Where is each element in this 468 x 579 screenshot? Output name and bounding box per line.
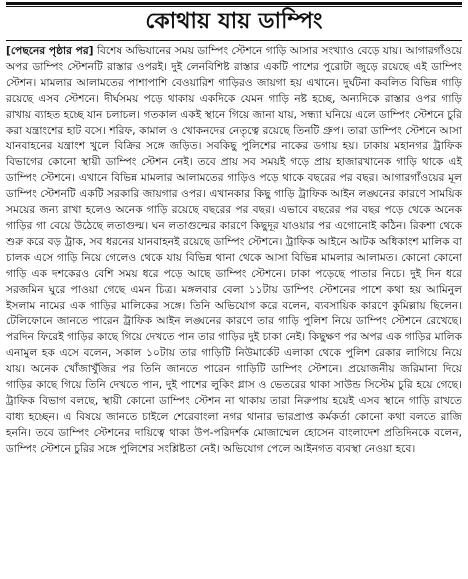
- headline-container: [4, 7, 464, 39]
- article-paragraph-text: বিশেষ অভিযানের সময় ডাম্পিং স্টেশনে গাড়ি আসার সংখ্যাও বেড়ে যায়। আগারগাঁওয়ে অপর ডাম্পিং স্টেশনটি রাস্তার ওপরই। দুই লেনবিশিষ্ট রাস্তার একটি পাশের পুরোটা জুড়ে রয়েছে এই ডাম্পিং স্টেশন। মামলার আলামতের পাশাপাশি বেওয়ারিশ গাড়িরও জায়গা হয় এখানে। দুর্ঘটনা কবলিত বিভিন্ন গাড়ি রয়েছে এসব স্টেশনে। দীর্ঘসময় পড়ে থাকায় একদিকে যেমন গাড়ি নষ্ট হচ্ছে, অন্যদিকে রাস্তার ওপর গাড়ি রাখায় ব্যাহত হচ্ছে যান চলাচল। গতকাল একই স্থানে গিয়ে জানা যায়, সন্ধ্যা ঘনিয়ে এলে ডাম্পিং স্টেশনে চুরি করা যন্ত্রাংশের হাট বসে। শরিফ, কামাল ও খোকনদের নেতৃত্বে রয়েছে তিনটি গ্রুপ। তারা ডাম্পিং স্টেশনে আসা যানবাহনের যন্ত্রাংশ খুলে বিক্রির সঙ্গে জড়িত। সবকিছু পুলিশের নাকের ডগায় হয়। ঢাকায় মহানগর ট্রাফিক বিভাগের কোনো স্থায়ী ডাম্পিং স্টেশন নেই। তবে প্রায় সব সময়ই গড়ে প্রায় হাজারখানেক গাড়ি থাকে এই ডাম্পিং স্টেশনে। এখানে বিভিন্ন মামলার আলামতের গাড়িও পড়ে থাকে বছরের পর বছর। আগারগাঁওয়ের মূল ডাম্পিং স্টেশনটি একটি সরকারি জায়গার ওপর। এখানকার কিছু গাড়ি ট্রাফিক আইন লঙ্ঘনের কারণে সাময়িক সময়ের জন্য রাখা হলেও অনেক গাড়ি রয়েছে বছরের পর বছর। এভাবে বছরের পর বছর পড়ে থেকে অনেক গাড়ির গা বেয়ে উঠেছে লতাগুল্ম। ঘন লতাগুল্মের কারণে কিছুদূর যাওয়ার পর এগোনোই কঠিন। রিকশা থেকে শুরু করে বড় ট্রাক, সব ধরনের যানবাহনই রয়েছে ডাম্পিং স্টেশনে। ট্রাফিক আইনে আটক অধিকাংশ মালিক বা চালক এসে গাড়ি নিয়ে গেলেও থেকে যায় বিভিন্ন থানা থেকে আসা বিভিন্ন মামলার আলামত। কোনো কোনো গাড়ি এক দশকেরও বেশি সময় ধরে পড়ে আছে ডাম্পিং স্টেশনে। ঢাকা পড়েছে পাতার নিচে। দুই দিন ধরে সরজমিন ঘুরে পাওয়া গেছে এমন চিত্র। মঙ্গলবার বেলা ১১টায় ডাম্পিং স্টেশনের পাশে কথা হয় আমিনুল ইসলাম নামের এক গাড়ির মালিকের সঙ্গে। তিনি অভিযোগ করে বলেন, ব্যবসায়িক কারণে কুমিল্লায় ছিলেন। টেলিফোনে জানতে পারেন ট্রাফিক আইন লঙ্ঘনের কারণে তার গাড়ি পুলিশ নিয়ে ডাম্পিং স্টেশনে রেখেছে। পরদিন ফিরেই গাড়ির কাছে গিয়ে দেখতে পান তার গাড়ির দুই চাকা নেই। কিছুক্ষণ পর অপর এক গাড়ির মালিক এনামুল হক এসে বলেন, সকাল ১০টায় তার গাড়িটি নিউমার্কেট এলাকা থেকে পুলিশ রেকার লাগিয়ে নিয়ে যায়। অনেক খোঁজাখুঁজির পর তিনি জানতে পারেন গাড়িটি ডাম্পিং স্টেশনে। প্রয়োজনীয় জরিমানা দিয়ে গাড়ির কাছে গিয়ে তিনি দেখতে পান, দুই পাশের লুকিং গ্লাস ও ভেতরের থাকা সাউন্ড সিস্টেম চুরি হয়ে গেছে। ট্রাফিক বিভাগ বলছে, স্থায়ী কোনো ডাম্পিং স্টেশন না থাকায় তারা নিরুপায় হয়েই এসব স্থানে গাড়ি রাখতে বাধ্য হচ্ছেন। এ বিষয়ে জানতে চাইলে শেরেবাংলা নগর থানার ভারপ্রাপ্ত কর্মকর্তা কোনো কথা বলতে রাজি হননি। তবে ডাম্পিং স্টেশনের দায়িত্বে থাকা উপ-পরিদর্শক মোজাম্মেল হোসেন বাংলাদেশ প্রতিদিনকে বলেন, ডাম্পিং স্টেশনে চুরির সঙ্গে পুলিশের সংশ্লিষ্টতা নেই। অভিযোগ পেলে আইনগত ব্যবস্থা নেওয়া হবে।: [6, 45, 462, 455]
- article-paragraph: [6, 44, 462, 458]
- article-body: [6, 44, 462, 458]
- headline-rule: [6, 40, 462, 41]
- top-rule: [6, 2, 462, 5]
- article-headline: কোথায় যায় ডাম্পিং: [145, 9, 323, 34]
- continued-from-kicker: [পেছনের পৃষ্ঠার পর]: [6, 45, 94, 57]
